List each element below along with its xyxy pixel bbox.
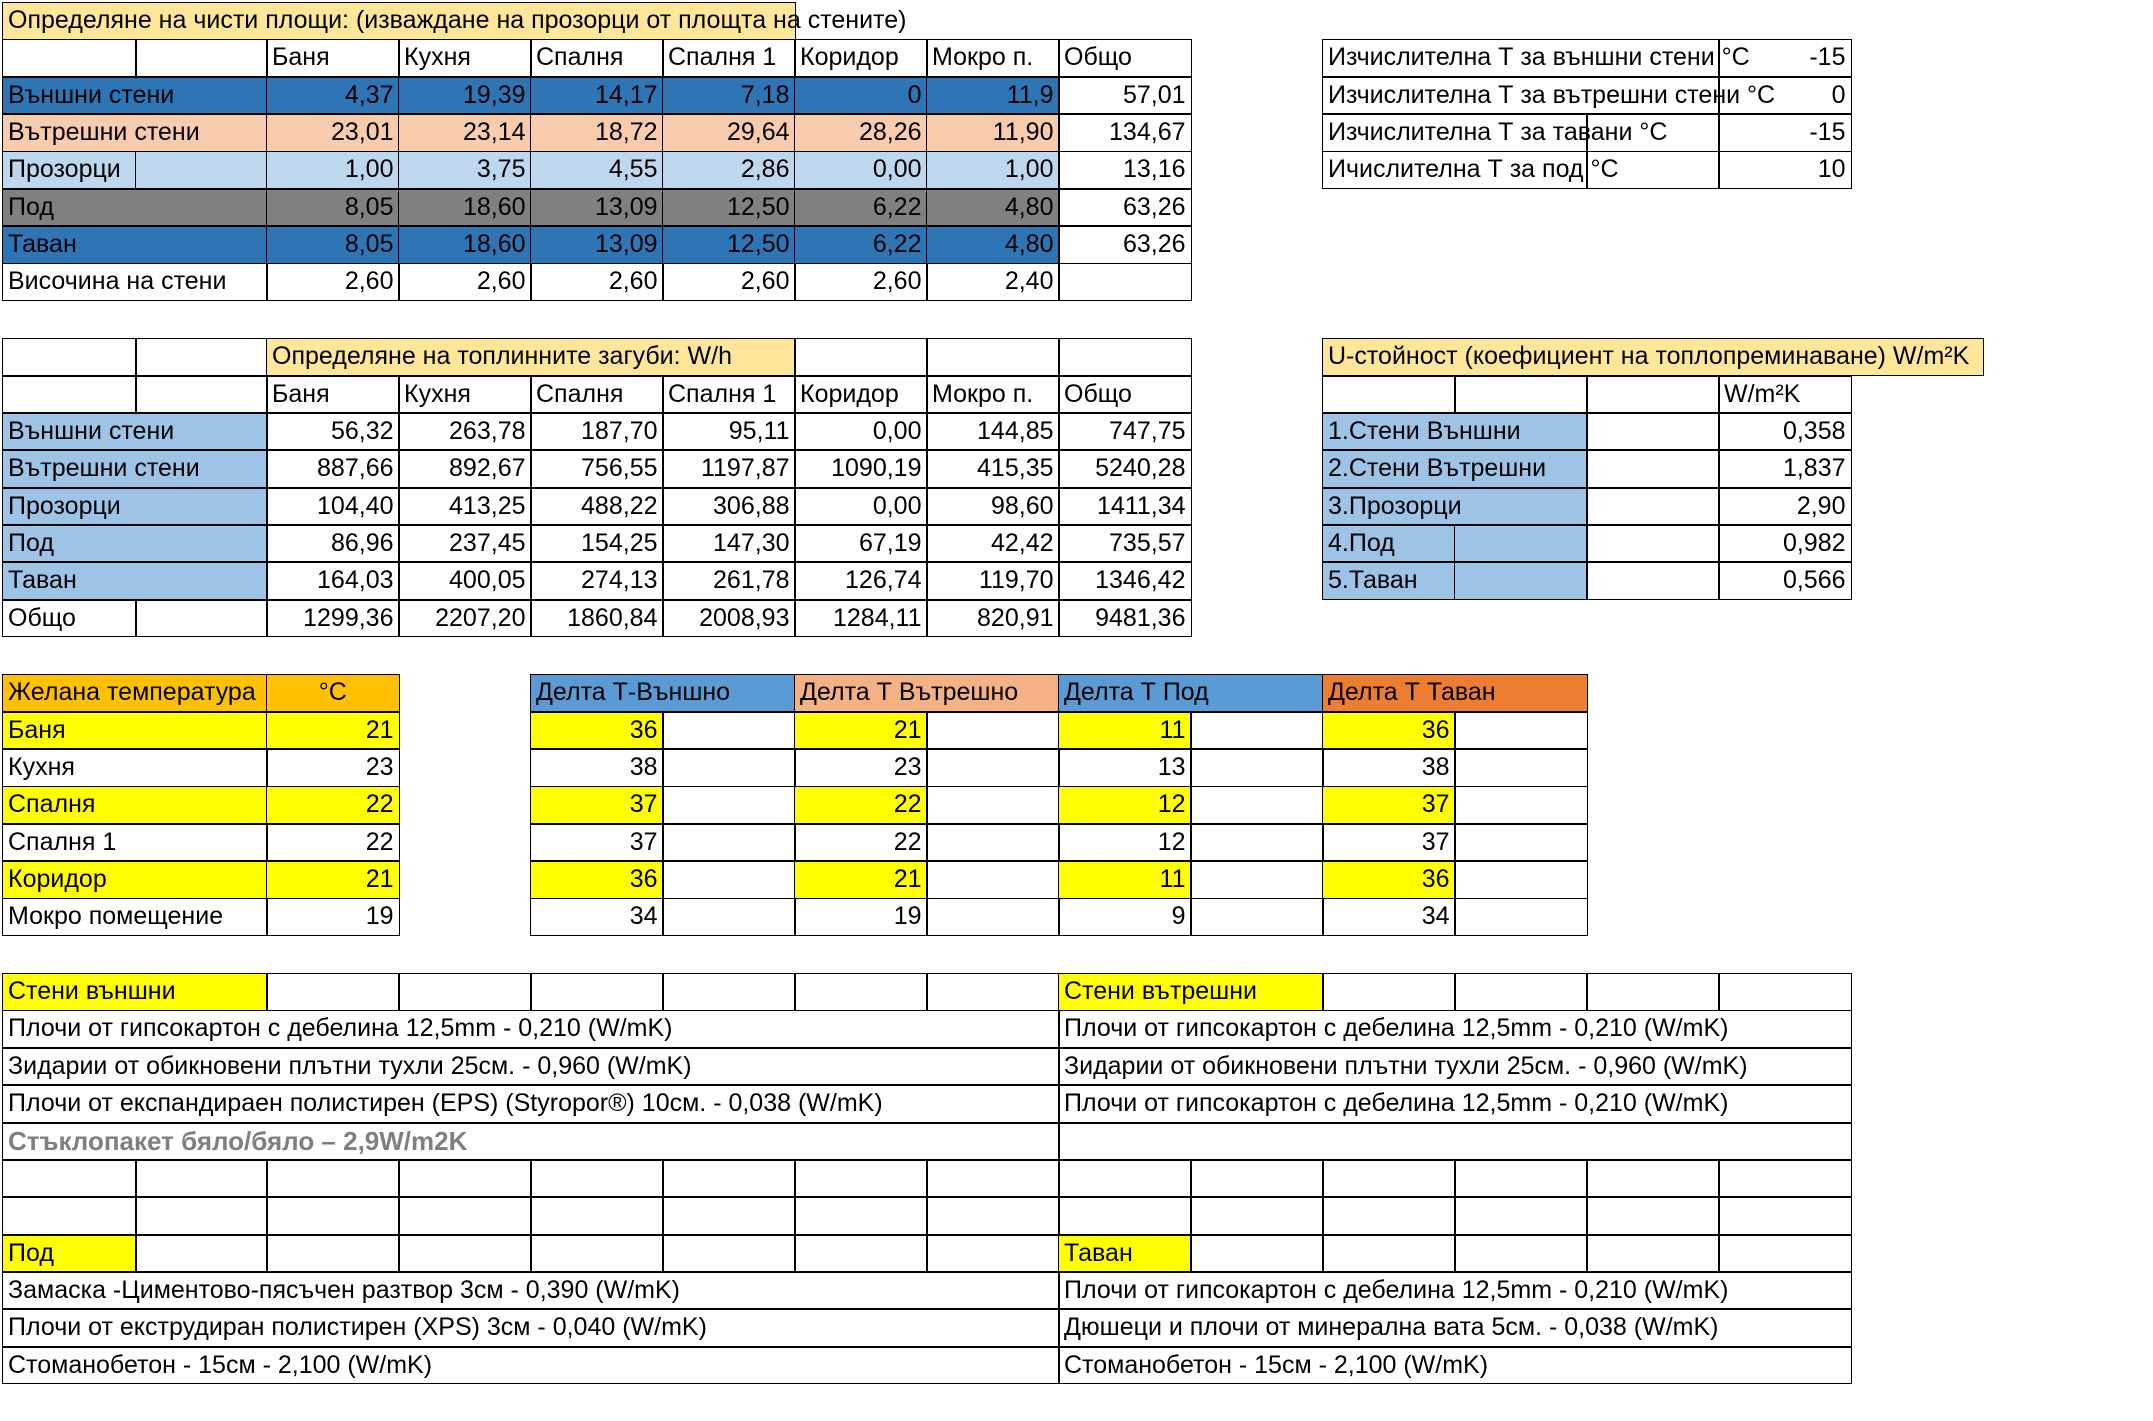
areas-row-label[interactable]: Външни стени [2,77,268,115]
losses-value[interactable]: 820,91 [926,600,1060,638]
desired-value[interactable]: 22 [266,824,400,862]
areas-value[interactable]: 0,00 [794,151,928,189]
areas-value[interactable]: 7,18 [662,77,796,115]
uvalues-header-blank[interactable] [1586,376,1720,414]
layer-blank[interactable] [266,1235,400,1273]
uvalue-value[interactable]: 2,90 [1718,488,1852,526]
layer-blank[interactable] [926,1197,1060,1235]
losses-value[interactable]: 274,13 [530,562,664,600]
uvalue-blank[interactable] [1586,488,1720,526]
areas-value[interactable]: 2,60 [530,263,664,301]
losses-value[interactable]: 735,57 [1058,525,1192,563]
areas-value[interactable]: 63,26 [1058,189,1192,227]
layer-blank[interactable] [662,1197,796,1235]
losses-value[interactable]: 0,00 [794,488,928,526]
areas-value[interactable]: 18,60 [398,189,532,227]
uvalue-value[interactable]: 1,837 [1718,450,1852,488]
layer-blank[interactable] [1058,1160,1192,1198]
delta-value[interactable]: 12 [1058,786,1192,824]
uvalues-title[interactable]: U-стойност (коефициент на топлопреминаване) W/m²K [1322,338,1984,376]
areas-value[interactable] [1058,263,1192,301]
areas-row-label[interactable]: Таван [2,226,268,264]
areas-value[interactable]: 14,17 [530,77,664,115]
layer-blank[interactable] [2,1160,137,1198]
areas-value[interactable]: 18,72 [530,114,664,152]
delta-blank[interactable] [926,786,1060,824]
delta-blank[interactable] [926,898,1060,936]
desired-value[interactable]: 21 [266,861,400,899]
desired-room[interactable]: Мокро помещение [2,898,268,936]
uvalue-blank[interactable] [1454,525,1588,563]
areas-value[interactable]: 13,16 [1058,151,1192,189]
delta-value[interactable]: 37 [530,824,664,862]
ceiling-layer[interactable]: Дюшеци и плочи от минерална вата 5см. - 0,038 (W/mK) [1058,1309,1852,1347]
losses-header[interactable]: Спалня 1 [662,376,796,414]
losses-row-label[interactable]: Под [2,525,268,563]
areas-value[interactable]: 57,01 [1058,77,1192,115]
losses-value[interactable]: 164,03 [266,562,400,600]
uvalue-label[interactable]: 3.Прозорци [1322,488,1588,526]
delta-blank[interactable] [926,824,1060,862]
losses-header[interactable]: Общо [1058,376,1192,414]
losses-blank[interactable] [2,338,137,376]
areas-row-label[interactable]: Под [2,189,268,227]
delta-header[interactable]: Делта Т Вътрешно [794,674,1060,712]
design-temp-blank[interactable] [1586,114,1720,152]
design-temp-label[interactable]: Изчислителна Т за тавани °С [1322,114,1588,152]
delta-header[interactable]: Делта Т Под [1058,674,1324,712]
areas-row-label[interactable]: Височина на стени [2,263,268,301]
int-walls-title[interactable]: Стени вътрешни [1058,973,1324,1011]
losses-value[interactable]: 56,32 [266,413,400,451]
areas-value[interactable]: 4,80 [926,189,1060,227]
losses-value[interactable]: 144,85 [926,413,1060,451]
areas-value[interactable]: 13,09 [530,189,664,227]
delta-blank[interactable] [926,712,1060,750]
layer-blank[interactable] [926,1160,1060,1198]
uvalue-label[interactable]: 1.Стени Външни [1322,413,1588,451]
areas-header-blank[interactable] [2,39,137,77]
losses-header[interactable]: Коридор [794,376,928,414]
uvalue-label[interactable]: 2.Стени Вътрешни [1322,450,1588,488]
losses-row-label[interactable]: Външни стени [2,413,268,451]
uvalue-blank[interactable] [1586,450,1720,488]
areas-row-blank[interactable] [135,151,268,189]
layer-blank[interactable] [1322,973,1456,1011]
losses-blank[interactable] [926,338,1060,376]
areas-value[interactable]: 8,05 [266,189,400,227]
ext-wall-layer[interactable]: Плочи от гипсокартон с дебелина 12,5mm - 0,210 (W/mK) [2,1010,1060,1048]
areas-value[interactable]: 19,39 [398,77,532,115]
layer-blank[interactable] [1454,973,1588,1011]
losses-value[interactable]: 0,00 [794,413,928,451]
losses-value[interactable]: 104,40 [266,488,400,526]
layer-blank[interactable] [794,973,928,1011]
areas-value[interactable]: 18,60 [398,226,532,264]
design-temp-blank[interactable] [1586,151,1720,189]
floor-layer[interactable]: Замаска -Циментово-пясъчен разтвор 3см - 0,390 (W/mK) [2,1272,1060,1310]
layer-blank[interactable] [1454,1160,1588,1198]
uvalues-unit[interactable]: W/m²K [1718,376,1852,414]
areas-header[interactable]: Общо [1058,39,1192,77]
delta-value[interactable]: 38 [1322,749,1456,787]
losses-value[interactable]: 887,66 [266,450,400,488]
ext-walls-title[interactable]: Стени външни [2,973,268,1011]
layer-blank[interactable] [530,1197,664,1235]
layer-blank[interactable] [1454,1197,1588,1235]
losses-value[interactable]: 42,42 [926,525,1060,563]
delta-header[interactable]: Делта Т Таван [1322,674,1588,712]
ext-wall-layer[interactable]: Зидарии от обикновени плътни тухли 25см. - 0,960 (W/mK) [2,1048,1060,1086]
losses-value[interactable]: 747,75 [1058,413,1192,451]
areas-value[interactable]: 6,22 [794,226,928,264]
areas-value[interactable]: 1,00 [926,151,1060,189]
areas-value[interactable]: 2,86 [662,151,796,189]
delta-value[interactable]: 22 [794,786,928,824]
areas-value[interactable]: 12,50 [662,189,796,227]
losses-value[interactable]: 126,74 [794,562,928,600]
layer-blank[interactable] [530,1235,664,1273]
desired-title[interactable]: Желана температура [2,674,268,712]
losses-value[interactable]: 1197,87 [662,450,796,488]
delta-blank[interactable] [1454,786,1588,824]
losses-row-label[interactable]: Прозорци [2,488,268,526]
delta-value[interactable]: 34 [1322,898,1456,936]
losses-value[interactable]: 95,11 [662,413,796,451]
uvalue-value[interactable]: 0,982 [1718,525,1852,563]
losses-row-label[interactable]: Таван [2,562,268,600]
layer-blank[interactable] [1718,1235,1852,1273]
areas-value[interactable]: 0 [794,77,928,115]
areas-value[interactable]: 2,60 [398,263,532,301]
losses-header-blank[interactable] [135,376,268,414]
losses-row-label[interactable]: Общо [2,600,137,638]
layer-blank[interactable] [1322,1197,1456,1235]
delta-value[interactable]: 22 [794,824,928,862]
design-temp-value[interactable]: -15 [1718,39,1852,77]
delta-blank[interactable] [1190,898,1324,936]
delta-value[interactable]: 36 [1322,861,1456,899]
layer-blank[interactable] [1190,1197,1324,1235]
design-temp-value[interactable]: 10 [1718,151,1852,189]
uvalues-header-blank[interactable] [1454,376,1588,414]
losses-value[interactable]: 86,96 [266,525,400,563]
losses-value[interactable]: 154,25 [530,525,664,563]
delta-blank[interactable] [662,749,796,787]
losses-value[interactable]: 187,70 [530,413,664,451]
layer-blank[interactable] [662,1160,796,1198]
int-wall-layer[interactable]: Зидарии от обикновени плътни тухли 25см. - 0,960 (W/mK) [1058,1048,1852,1086]
delta-blank[interactable] [1190,861,1324,899]
layer-blank[interactable] [1718,1197,1852,1235]
layer-blank[interactable] [135,1235,268,1273]
areas-value[interactable]: 3,75 [398,151,532,189]
delta-value[interactable]: 11 [1058,712,1192,750]
losses-blank[interactable] [135,338,268,376]
losses-header-blank[interactable] [2,376,137,414]
delta-value[interactable]: 21 [794,712,928,750]
areas-value[interactable]: 4,37 [266,77,400,115]
delta-blank[interactable] [662,898,796,936]
areas-header[interactable]: Спалня [530,39,664,77]
areas-row-label[interactable]: Вътрешни стени [2,114,268,152]
uvalue-label[interactable]: 5.Таван [1322,562,1456,600]
ext-wall-layer[interactable]: Плочи от експандираен полистирен (EPS) (Styropor®) 10см. - 0,038 (W/mK) [2,1085,1060,1123]
losses-blank[interactable] [794,338,928,376]
losses-value[interactable]: 756,55 [530,450,664,488]
losses-value[interactable]: 413,25 [398,488,532,526]
losses-header[interactable]: Баня [266,376,400,414]
layer-blank[interactable] [794,1235,928,1273]
uvalue-label[interactable]: 4.Под [1322,525,1456,563]
areas-value[interactable]: 6,22 [794,189,928,227]
areas-header-blank[interactable] [135,39,268,77]
layer-blank[interactable] [794,1197,928,1235]
uvalue-value[interactable]: 0,358 [1718,413,1852,451]
desired-room[interactable]: Кухня [2,749,268,787]
losses-blank[interactable] [1058,338,1192,376]
layer-blank[interactable] [1718,973,1852,1011]
layer-blank[interactable] [926,1235,1060,1273]
areas-value[interactable]: 2,60 [794,263,928,301]
floor-layer[interactable]: Плочи от екструдиран полистирен (XPS) 3см - 0,040 (W/mK) [2,1309,1060,1347]
ceiling-layer[interactable]: Плочи от гипсокартон с дебелина 12,5mm - 0,210 (W/mK) [1058,1272,1852,1310]
areas-value[interactable]: 2,60 [662,263,796,301]
losses-value[interactable]: 5240,28 [1058,450,1192,488]
layer-blank[interactable] [1454,1235,1588,1273]
losses-title[interactable]: Определяне на топлинните загуби: W/h [266,338,796,376]
delta-value[interactable]: 38 [530,749,664,787]
losses-value[interactable]: 261,78 [662,562,796,600]
losses-value[interactable]: 1090,19 [794,450,928,488]
areas-value[interactable]: 13,09 [530,226,664,264]
delta-value[interactable]: 36 [530,861,664,899]
design-temp-label[interactable]: Изчислителна Т за външни стени °С [1322,39,1720,77]
areas-value[interactable]: 2,40 [926,263,1060,301]
losses-header[interactable]: Спалня [530,376,664,414]
delta-blank[interactable] [1190,824,1324,862]
losses-value[interactable]: 147,30 [662,525,796,563]
layer-blank[interactable] [398,1235,532,1273]
int-wall-layer[interactable]: Плочи от гипсокартон с дебелина 12,5mm - 0,210 (W/mK) [1058,1085,1852,1123]
uvalue-blank[interactable] [1586,562,1720,600]
delta-blank[interactable] [926,749,1060,787]
losses-value[interactable]: 67,19 [794,525,928,563]
layer-blank[interactable] [1058,1197,1192,1235]
layer-blank[interactable] [1322,1235,1456,1273]
design-temp-label[interactable]: Изчислителна Т за вътрешни стени °С [1322,77,1720,115]
losses-header[interactable]: Мокро п. [926,376,1060,414]
desired-value[interactable]: 21 [266,712,400,750]
areas-header[interactable]: Спалня 1 [662,39,796,77]
losses-value[interactable]: 892,67 [398,450,532,488]
delta-value[interactable]: 37 [530,786,664,824]
design-temp-value[interactable]: 0 [1718,77,1852,115]
layer-blank[interactable] [662,1235,796,1273]
layer-blank[interactable] [135,1197,268,1235]
delta-blank[interactable] [1454,712,1588,750]
delta-header[interactable]: Делта Т-Външно [530,674,796,712]
layer-blank[interactable] [398,1197,532,1235]
layer-blank[interactable] [1718,1160,1852,1198]
losses-header[interactable]: Кухня [398,376,532,414]
areas-header[interactable]: Кухня [398,39,532,77]
areas-header[interactable]: Мокро п. [926,39,1060,77]
delta-blank[interactable] [662,824,796,862]
int-wall-layer[interactable]: Плочи от гипсокартон с дебелина 12,5mm - 0,210 (W/mK) [1058,1010,1852,1048]
losses-value[interactable]: 9481,36 [1058,600,1192,638]
layer-blank[interactable] [1586,1235,1720,1273]
delta-value[interactable]: 34 [530,898,664,936]
losses-value[interactable]: 98,60 [926,488,1060,526]
delta-value[interactable]: 13 [1058,749,1192,787]
losses-value[interactable]: 1284,11 [794,600,928,638]
losses-value[interactable]: 119,70 [926,562,1060,600]
losses-value[interactable]: 237,45 [398,525,532,563]
delta-blank[interactable] [1454,861,1588,899]
delta-blank[interactable] [1454,824,1588,862]
delta-blank[interactable] [1190,749,1324,787]
delta-blank[interactable] [662,786,796,824]
losses-value[interactable]: 415,35 [926,450,1060,488]
delta-blank[interactable] [1190,712,1324,750]
layer-blank[interactable] [530,973,664,1011]
layer-blank[interactable] [266,973,400,1011]
areas-value[interactable]: 23,14 [398,114,532,152]
ceiling-title[interactable]: Таван [1058,1235,1192,1273]
layer-blank[interactable] [926,973,1060,1011]
desired-room[interactable]: Спалня [2,786,268,824]
areas-header[interactable]: Коридор [794,39,928,77]
losses-row-label[interactable]: Вътрешни стени [2,450,268,488]
design-temp-value[interactable]: -15 [1718,114,1852,152]
delta-value[interactable]: 36 [1322,712,1456,750]
delta-value[interactable]: 21 [794,861,928,899]
layer-blank[interactable] [1586,1197,1720,1235]
design-temp-label[interactable]: Ичислителна Т за под °С [1322,151,1588,189]
areas-value[interactable]: 134,67 [1058,114,1192,152]
layer-blank[interactable] [398,1160,532,1198]
losses-value[interactable]: 1411,34 [1058,488,1192,526]
losses-value[interactable]: 263,78 [398,413,532,451]
areas-value[interactable]: 4,80 [926,226,1060,264]
losses-value[interactable]: 488,22 [530,488,664,526]
desired-value[interactable]: 22 [266,786,400,824]
layer-blank[interactable] [1190,1160,1324,1198]
delta-blank[interactable] [1454,898,1588,936]
delta-blank[interactable] [662,861,796,899]
desired-value[interactable]: 23 [266,749,400,787]
delta-value[interactable]: 9 [1058,898,1192,936]
losses-value[interactable]: 2008,93 [662,600,796,638]
layer-blank[interactable] [398,973,532,1011]
areas-value[interactable]: 28,26 [794,114,928,152]
areas-value[interactable]: 8,05 [266,226,400,264]
delta-blank[interactable] [662,712,796,750]
losses-value[interactable]: 400,05 [398,562,532,600]
desired-unit[interactable]: °С [266,674,400,712]
areas-value[interactable]: 2,60 [266,263,400,301]
desired-room[interactable]: Баня [2,712,268,750]
uvalue-blank[interactable] [1454,562,1588,600]
delta-value[interactable]: 37 [1322,786,1456,824]
delta-value[interactable]: 23 [794,749,928,787]
areas-row-label[interactable]: Прозорци [2,151,137,189]
delta-blank[interactable] [1454,749,1588,787]
delta-value[interactable]: 36 [530,712,664,750]
layer-blank[interactable] [2,1197,137,1235]
areas-header[interactable]: Баня [266,39,400,77]
layer-blank[interactable] [1586,1160,1720,1198]
areas-value[interactable]: 11,9 [926,77,1060,115]
delta-value[interactable]: 19 [794,898,928,936]
layer-blank[interactable] [135,1160,268,1198]
layer-blank[interactable] [662,973,796,1011]
losses-value[interactable]: 1860,84 [530,600,664,638]
delta-value[interactable]: 11 [1058,861,1192,899]
layer-blank[interactable] [1058,1123,1852,1161]
areas-title[interactable]: Определяне на чисти площи: (изваждане на прозорци от площта на стените) [2,2,796,40]
floor-layer[interactable]: Стоманобетон - 15см - 2,100 (W/mK) [2,1347,1060,1385]
layer-blank[interactable] [1586,973,1720,1011]
delta-blank[interactable] [1190,786,1324,824]
ceiling-layer[interactable]: Стоманобетон - 15см - 2,100 (W/mK) [1058,1347,1852,1385]
delta-value[interactable]: 37 [1322,824,1456,862]
losses-value[interactable]: 1299,36 [266,600,400,638]
areas-value[interactable]: 11,90 [926,114,1060,152]
areas-value[interactable]: 23,01 [266,114,400,152]
losses-row-blank[interactable] [135,600,268,638]
layer-blank[interactable] [1190,1235,1324,1273]
desired-value[interactable]: 19 [266,898,400,936]
uvalue-blank[interactable] [1586,413,1720,451]
areas-value[interactable]: 29,64 [662,114,796,152]
areas-value[interactable]: 12,50 [662,226,796,264]
glazing-note[interactable]: Стъклопакет бяло/бяло – 2,9W/m2K [2,1123,1060,1161]
losses-value[interactable]: 306,88 [662,488,796,526]
layer-blank[interactable] [794,1160,928,1198]
areas-value[interactable]: 4,55 [530,151,664,189]
uvalues-header-blank[interactable] [1322,376,1456,414]
layer-blank[interactable] [266,1160,400,1198]
layer-blank[interactable] [266,1197,400,1235]
losses-value[interactable]: 2207,20 [398,600,532,638]
layer-blank[interactable] [1322,1160,1456,1198]
losses-value[interactable]: 1346,42 [1058,562,1192,600]
delta-value[interactable]: 12 [1058,824,1192,862]
areas-value[interactable]: 1,00 [266,151,400,189]
layer-blank[interactable] [530,1160,664,1198]
desired-room[interactable]: Спалня 1 [2,824,268,862]
uvalue-blank[interactable] [1586,525,1720,563]
desired-room[interactable]: Коридор [2,861,268,899]
delta-blank[interactable] [926,861,1060,899]
floor-title[interactable]: Под [2,1235,137,1273]
uvalue-value[interactable]: 0,566 [1718,562,1852,600]
areas-value[interactable]: 63,26 [1058,226,1192,264]
